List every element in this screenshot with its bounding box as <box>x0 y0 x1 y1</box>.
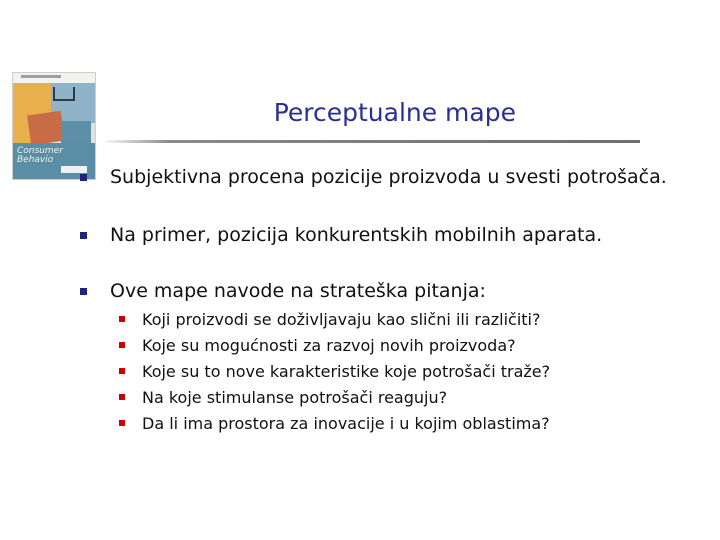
red-square-bullet-icon <box>119 342 125 348</box>
red-square-bullet-icon <box>119 368 125 374</box>
bullet-item <box>80 166 667 188</box>
square-bullet-icon <box>80 232 87 239</box>
sub-bullet-list <box>119 306 550 436</box>
book-cover-image <box>12 72 96 180</box>
sub-bullet-text: Koje su to nove karakteristike koje potrošači traže? <box>142 361 551 381</box>
square-bullet-icon <box>80 288 87 295</box>
sub-bullet-item <box>119 384 550 410</box>
square-bullet-icon <box>80 174 87 181</box>
slide-title: Perceptualne mape <box>273 98 516 127</box>
red-square-bullet-icon <box>119 420 125 426</box>
bullet-item <box>80 280 486 302</box>
sub-bullet-text: Koje su mogućnosti za razvoj novih proizvoda? <box>142 335 516 355</box>
book-cover-title: Consumer Behavio <box>17 146 63 165</box>
sub-bullet-item <box>119 332 550 358</box>
title-divider <box>106 140 640 143</box>
sub-bullet-item <box>119 358 550 384</box>
sub-bullet-text: Koji proizvodi se doživljavaju kao slični ili različiti? <box>142 309 541 329</box>
sub-bullet-text: Na koje stimulanse potrošači reaguju? <box>142 387 448 407</box>
bullet-item <box>80 224 602 246</box>
sub-bullet-text: Da li ima prostora za inovacije i u kojim oblastima? <box>142 413 550 433</box>
shopping-cart-icon <box>53 87 75 101</box>
bullet-text: Na primer, pozicija konkurentskih mobilnih aparata. <box>110 224 603 246</box>
red-square-bullet-icon <box>119 316 125 322</box>
bullet-text: Subjektivna procena pozicije proizvoda u svesti potrošača. <box>110 166 667 188</box>
sub-bullet-item <box>119 410 550 436</box>
bullet-text: Ove mape navode na strateška pitanja: <box>110 280 486 302</box>
sub-bullet-item <box>119 306 550 332</box>
red-square-bullet-icon <box>119 394 125 400</box>
